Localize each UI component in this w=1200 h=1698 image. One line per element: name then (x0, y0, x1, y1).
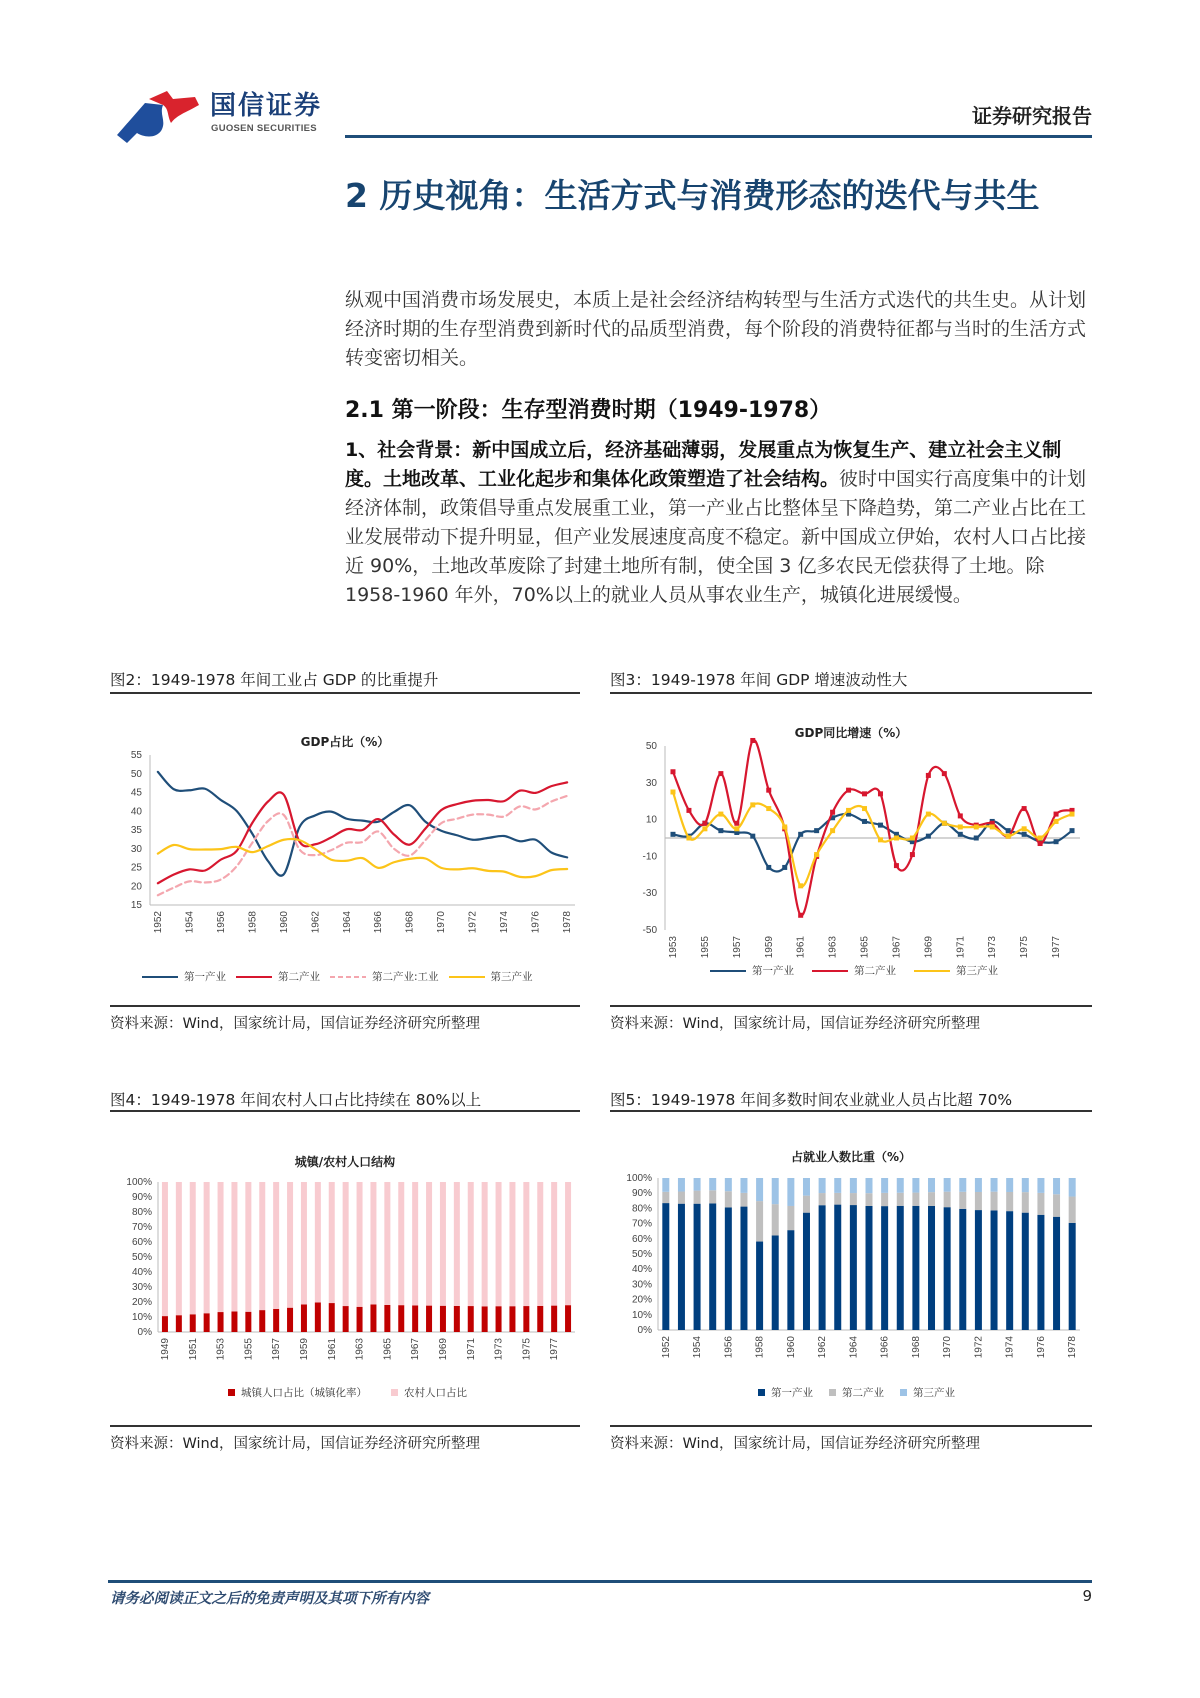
fig3-caption: 图3：1949-1978 年间 GDP 增速波动性大 (610, 671, 908, 689)
svg-text:1962: 1962 (310, 911, 322, 934)
svg-text:80%: 80% (131, 1207, 152, 1218)
section-title: 2 历史视角：生活方式与消费形态的迭代与共生 (345, 176, 1040, 215)
fig3-line-plot (610, 718, 1092, 998)
svg-text:1962: 1962 (817, 1336, 829, 1359)
svg-text:1957: 1957 (271, 1338, 283, 1361)
section-intro: 纵观中国消费市场发展史，本质上是社会经济结构转型与生活方式迭代的共生史。从计划经济时期的生存型消费到新时代的品质型消费，每个阶段的消费特征都与当时的生活方式转变密切相关。 (345, 289, 1087, 369)
legend-label: 第二产业 (842, 1387, 884, 1399)
svg-text:-50: -50 (642, 925, 657, 936)
svg-text:1975: 1975 (1019, 936, 1031, 959)
svg-text:100%: 100% (126, 1177, 152, 1188)
svg-text:1972: 1972 (467, 911, 479, 934)
svg-text:20%: 20% (131, 1297, 152, 1308)
svg-text:30: 30 (130, 843, 142, 855)
svg-text:1978: 1978 (562, 911, 574, 934)
svg-text:1965: 1965 (382, 1338, 394, 1361)
legend-swatch-secondary (812, 970, 848, 972)
fig5-chart-title: 占就业人数比重（%） (790, 1150, 912, 1164)
legend-label: 第三产业 (490, 971, 533, 983)
legend-label: 农村人口占比 (404, 1387, 467, 1399)
svg-text:40%: 40% (631, 1264, 652, 1276)
svg-text:1951: 1951 (187, 1338, 199, 1361)
fig3-source: 资料来源：Wind，国家统计局，国信证券经济研究所整理 (610, 1016, 980, 1032)
svg-text:50%: 50% (631, 1249, 652, 1260)
subsection-title: 2.1 第一阶段：生存型消费时期（1949-1978） (345, 398, 832, 423)
svg-text:1965: 1965 (859, 936, 871, 959)
svg-text:50: 50 (130, 768, 142, 780)
svg-text:1959: 1959 (763, 936, 775, 959)
svg-text:40: 40 (130, 806, 142, 818)
svg-text:30: 30 (645, 777, 657, 789)
fig5-legend (758, 1385, 955, 1400)
svg-text:1949: 1949 (159, 1338, 171, 1361)
svg-text:70%: 70% (631, 1218, 652, 1230)
svg-text:1960: 1960 (278, 911, 290, 934)
header-divider (345, 135, 1092, 138)
svg-text:1967: 1967 (410, 1338, 422, 1361)
svg-text:1959: 1959 (298, 1338, 310, 1361)
svg-text:60%: 60% (631, 1233, 652, 1245)
svg-text:0%: 0% (137, 1327, 152, 1338)
svg-text:40%: 40% (131, 1267, 152, 1278)
svg-text:35: 35 (130, 825, 142, 836)
svg-text:-30: -30 (642, 888, 657, 900)
svg-text:1961: 1961 (326, 1338, 338, 1361)
svg-text:1976: 1976 (530, 911, 542, 934)
fig4-chart-title: 城镇/农村人口结构 (294, 1155, 396, 1169)
fig3-chart (610, 718, 1092, 998)
legend-label: 第二产业 (854, 965, 896, 977)
svg-text:1974: 1974 (499, 911, 511, 934)
fig2-caption: 图2：1949-1978 年间工业占 GDP 的比重提升 (110, 671, 439, 689)
svg-text:80%: 80% (631, 1203, 652, 1215)
fig2-source: 资料来源：Wind，国家统计局，国信证券经济研究所整理 (110, 1016, 480, 1032)
svg-text:20%: 20% (631, 1294, 652, 1306)
svg-text:1977: 1977 (549, 1338, 561, 1361)
svg-text:70%: 70% (131, 1222, 152, 1233)
svg-text:1954: 1954 (184, 911, 196, 934)
svg-text:1964: 1964 (848, 1336, 860, 1359)
report-type: 证券研究报告 (972, 104, 1092, 128)
logo-chinese: 国信证券 (210, 91, 323, 121)
svg-text:1955: 1955 (699, 936, 711, 959)
svg-text:30%: 30% (631, 1279, 652, 1291)
fig5-caption-rule (610, 1110, 1092, 1112)
fig3-source-rule (610, 1005, 1092, 1007)
legend-swatch-industry (330, 976, 366, 978)
legend-label: 城镇人口占比（城镇化率） (241, 1387, 367, 1399)
svg-text:1953: 1953 (215, 1338, 227, 1361)
fig2-source-rule (110, 1005, 580, 1007)
subsection-paragraph (345, 436, 1095, 610)
svg-text:1963: 1963 (827, 936, 839, 959)
svg-text:1972: 1972 (973, 1336, 985, 1359)
svg-text:1978: 1978 (1067, 1336, 1079, 1359)
fig5-chart (610, 1140, 1092, 1420)
svg-text:-10: -10 (642, 851, 657, 863)
legend-swatch-primary (710, 970, 746, 972)
fig4-source-rule (110, 1425, 580, 1427)
svg-text:50: 50 (645, 741, 657, 752)
guosen-logo (115, 85, 335, 145)
svg-text:50%: 50% (131, 1252, 152, 1263)
legend-swatch-tertiary (900, 1389, 907, 1396)
svg-text:1970: 1970 (942, 1336, 954, 1359)
svg-text:1964: 1964 (341, 911, 353, 934)
svg-text:100%: 100% (626, 1173, 652, 1184)
legend-label: 第一产业 (752, 965, 794, 977)
legend-label: 第一产业 (771, 1387, 813, 1399)
svg-text:1976: 1976 (1035, 1336, 1047, 1359)
legend-swatch-primary (142, 976, 178, 978)
svg-text:1966: 1966 (373, 911, 385, 934)
svg-text:1953: 1953 (667, 936, 679, 959)
legend-label: 第三产业 (913, 1387, 955, 1399)
svg-text:10: 10 (645, 814, 657, 826)
svg-text:1963: 1963 (354, 1338, 366, 1361)
svg-text:45: 45 (130, 787, 142, 799)
svg-text:1961: 1961 (795, 936, 807, 959)
logo-mark-icon (115, 85, 207, 145)
svg-text:1968: 1968 (910, 1336, 922, 1359)
fig2-legend (142, 969, 533, 984)
svg-text:1969: 1969 (923, 936, 935, 959)
svg-text:1960: 1960 (785, 1336, 797, 1359)
fig3-legend (710, 963, 998, 978)
svg-text:15: 15 (130, 900, 142, 911)
svg-text:1973: 1973 (493, 1338, 505, 1361)
legend-label: 第一产业 (184, 971, 226, 983)
fig3-caption-rule (610, 692, 1092, 694)
legend-swatch-tertiary (449, 976, 485, 978)
fig5-source-rule (610, 1425, 1092, 1427)
fig4-source: 资料来源：Wind，国家统计局，国信证券经济研究所整理 (110, 1436, 480, 1452)
legend-swatch-secondary (236, 976, 272, 978)
legend-swatch-tertiary (914, 970, 950, 972)
svg-text:1968: 1968 (404, 911, 416, 934)
svg-text:90%: 90% (131, 1192, 152, 1203)
svg-text:10%: 10% (131, 1312, 152, 1323)
legend-swatch-rural (391, 1389, 398, 1396)
fig4-chart (110, 1145, 580, 1415)
svg-text:1977: 1977 (1051, 936, 1063, 959)
legend-swatch-primary (758, 1389, 765, 1396)
svg-text:10%: 10% (631, 1309, 652, 1321)
svg-text:1974: 1974 (1004, 1336, 1016, 1359)
svg-text:1954: 1954 (692, 1336, 704, 1359)
paragraph-bold-lead: 1、社会背景：新中国成立后，经济基础薄弱，发展重点为恢复生产、建立社会主义制度。土地改革、工业化起步和集体化政策塑造了社会结构。 (345, 439, 1062, 490)
fig2-line-plot (110, 725, 580, 995)
svg-text:1956: 1956 (215, 911, 227, 934)
svg-text:1971: 1971 (465, 1338, 477, 1361)
svg-text:1969: 1969 (437, 1338, 449, 1361)
paragraph-body: 彼时中国实行高度集中的计划经济体制，政策倡导重点发展重工业，第一产业占比整体呈下降趋势，第二产业占比在工业发展带动下提升明显，但产业发展速度高度不稳定。新中国成立伊始，农村人口占比接近 90%，土地改革废除了封建土地所有制，使全国 3 亿多农民无偿获得了土地。除 1958-1960 年外，70%以上的就业人员从事农业生产，城镇化进展缓慢。 (345, 468, 1087, 606)
fig4-legend (228, 1385, 467, 1400)
svg-text:25: 25 (130, 862, 142, 874)
svg-text:1956: 1956 (723, 1336, 735, 1359)
fig4-caption: 图4：1949-1978 年间农村人口占比持续在 80%以上 (110, 1091, 482, 1109)
svg-text:55: 55 (130, 750, 142, 761)
svg-text:1955: 1955 (243, 1338, 255, 1361)
svg-text:60%: 60% (131, 1237, 152, 1248)
fig4-caption-rule (110, 1110, 580, 1112)
legend-label: 第二产业 (278, 971, 320, 983)
fig2-chart (110, 725, 580, 995)
fig2-caption-rule (110, 692, 580, 694)
svg-text:0%: 0% (637, 1325, 652, 1336)
legend-label: 第三产业 (956, 965, 998, 977)
svg-text:1958: 1958 (247, 911, 259, 934)
svg-text:30%: 30% (131, 1282, 152, 1293)
footer-divider (108, 1580, 1092, 1583)
svg-text:1971: 1971 (955, 936, 967, 959)
legend-swatch-secondary (829, 1389, 836, 1396)
svg-text:90%: 90% (631, 1188, 652, 1200)
logo-english: GUOSEN SECURITIES (211, 123, 317, 134)
fig3-chart-title: GDP同比增速（%） (794, 726, 908, 740)
svg-text:1952: 1952 (152, 911, 164, 934)
fig5-caption: 图5：1949-1978 年间多数时间农业就业人员占比超 70% (610, 1091, 1013, 1109)
svg-text:1966: 1966 (879, 1336, 891, 1359)
svg-text:1967: 1967 (891, 936, 903, 959)
svg-text:1973: 1973 (987, 936, 999, 959)
svg-text:1975: 1975 (521, 1338, 533, 1361)
svg-text:20: 20 (130, 881, 142, 893)
fig4-stacked-bar-plot (110, 1145, 580, 1415)
fig5-source: 资料来源：Wind，国家统计局，国信证券经济研究所整理 (610, 1436, 980, 1452)
svg-text:1957: 1957 (731, 936, 743, 959)
fig2-chart-title: GDP占比（%） (300, 735, 390, 749)
page-number: 9 (1082, 1587, 1092, 1605)
svg-text:1952: 1952 (660, 1336, 672, 1359)
legend-label: 第二产业:工业 (372, 971, 439, 983)
svg-text:1958: 1958 (754, 1336, 766, 1359)
legend-swatch-urban (228, 1389, 235, 1396)
svg-text:1970: 1970 (436, 911, 448, 934)
fig5-stacked-bar-plot (610, 1140, 1092, 1420)
footer-disclaimer: 请务必阅读正文之后的免责声明及其项下所有内容 (110, 1591, 429, 1607)
